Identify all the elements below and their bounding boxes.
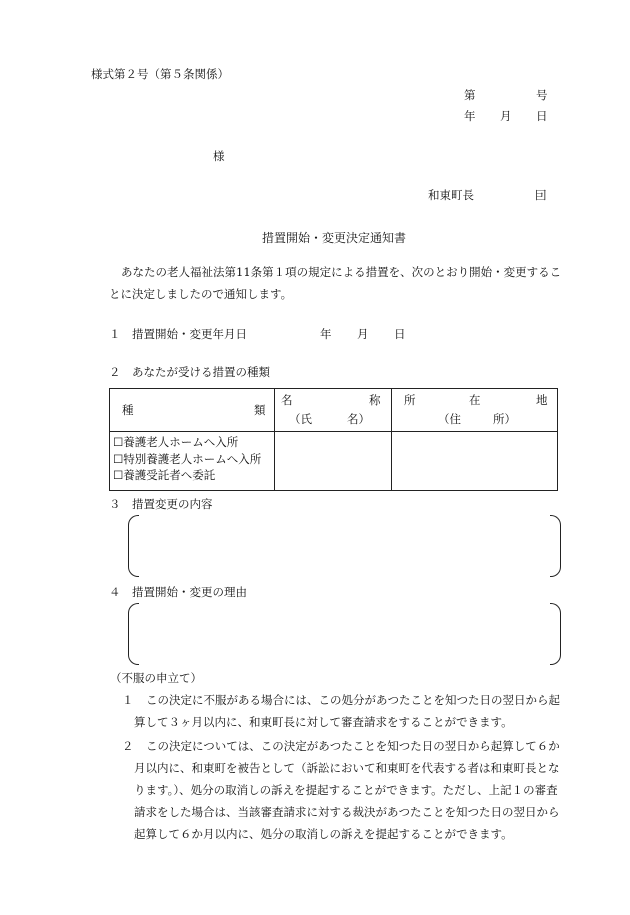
header-name-a: 名 bbox=[281, 393, 293, 407]
option-special-nursing-home[interactable]: ☐特別養護老人ホームへ入所 bbox=[113, 451, 262, 466]
header-type-a: 種 bbox=[122, 403, 134, 417]
item1-number: １ bbox=[109, 327, 121, 341]
header-name bbox=[275, 389, 392, 432]
issuer-title: 和東町長 bbox=[428, 188, 474, 202]
objection-p1-line-1: この決定に不服がある場合には、この処分があつたことを知つた日の翌日から起 bbox=[146, 693, 560, 707]
header-location-sub-b: 所） bbox=[493, 412, 516, 426]
header-type-b: 類 bbox=[254, 403, 266, 417]
date-year: 年 bbox=[464, 109, 476, 123]
objection-p1-number: １ bbox=[122, 693, 134, 707]
header-location-a: 所 bbox=[404, 393, 416, 407]
item3-number: ３ bbox=[109, 497, 121, 511]
change-content-bracket-left bbox=[128, 515, 139, 577]
form-id: 様式第２号（第５条関係） bbox=[91, 67, 229, 81]
intro-line-2: とに決定しましたので通知します。 bbox=[109, 287, 293, 301]
objection-p2-line-5: 起算して６か月以内に、処分の取消しの訴えを提起することができます。 bbox=[134, 827, 513, 841]
item3-label: 措置変更の内容 bbox=[132, 497, 213, 511]
objection-p2-line-2: 月以内に、和東町を被告として（訴訟において和東町を代表する者は和東町長とな bbox=[134, 761, 560, 775]
header-location-c: 地 bbox=[536, 393, 548, 407]
measure-type-table bbox=[109, 388, 558, 491]
objection-heading: （不服の申立て） bbox=[110, 671, 202, 685]
seal-mark: 囙 bbox=[535, 188, 547, 202]
item4-label: 措置開始・変更の理由 bbox=[132, 585, 247, 599]
number-suffix: 号 bbox=[536, 88, 548, 102]
reason-bracket-left bbox=[128, 603, 139, 665]
objection-p2-line-1: この決定については、この決定があつたことを知つた日の翌日から起算して６か bbox=[146, 739, 560, 753]
objection-p2-line-3: ります。）、処分の取消しの訴えを提起することができます。ただし、上記１の審査 bbox=[134, 783, 558, 797]
item1-year: 年 bbox=[320, 327, 332, 341]
item2-label: あなたが受ける措置の種類 bbox=[132, 365, 270, 379]
header-location bbox=[392, 389, 558, 432]
item1-label: 措置開始・変更年月日 bbox=[132, 327, 247, 341]
addressee-honorific: 様 bbox=[213, 149, 225, 163]
type-options-cell bbox=[110, 432, 275, 491]
date-month: 月 bbox=[500, 109, 512, 123]
objection-p1-line-2: 算して３ヶ月以内に、和東町長に対して審査請求をすることができます。 bbox=[134, 715, 513, 729]
option-foster-care[interactable]: ☐養護受託者へ委託 bbox=[113, 468, 216, 483]
number-prefix: 第 bbox=[464, 88, 476, 102]
header-name-sub-a: （氏 bbox=[289, 412, 312, 426]
facility-address-cell[interactable] bbox=[392, 432, 558, 491]
document-title: 措置開始・変更決定通知書 bbox=[262, 231, 407, 245]
intro-line-1: あなたの老人福祉法第11条第１項の規定による措置を、次のとおり開始・変更するこ bbox=[121, 265, 562, 279]
header-location-sub-a: （住 bbox=[438, 412, 461, 426]
item1-day: 日 bbox=[394, 327, 406, 341]
option-nursing-home[interactable]: ☐養護老人ホームへ入所 bbox=[113, 435, 239, 449]
date-day: 日 bbox=[536, 109, 548, 123]
item4-number: ４ bbox=[109, 585, 121, 599]
header-name-sub-b: 名） bbox=[347, 412, 370, 426]
reason-bracket-right bbox=[550, 603, 561, 665]
header-name-b: 称 bbox=[369, 393, 381, 407]
objection-p2-number: ２ bbox=[122, 739, 134, 753]
objection-p2-line-4: 請求をした場合は、当該審査請求に対する裁決があつたことを知つた日の翌日から bbox=[134, 805, 560, 819]
facility-name-cell[interactable] bbox=[275, 432, 392, 491]
change-content-bracket-right bbox=[550, 515, 561, 577]
header-type bbox=[110, 389, 275, 432]
item1-month: 月 bbox=[357, 327, 369, 341]
header-location-b: 在 bbox=[469, 393, 481, 407]
item2-number: ２ bbox=[109, 365, 121, 379]
